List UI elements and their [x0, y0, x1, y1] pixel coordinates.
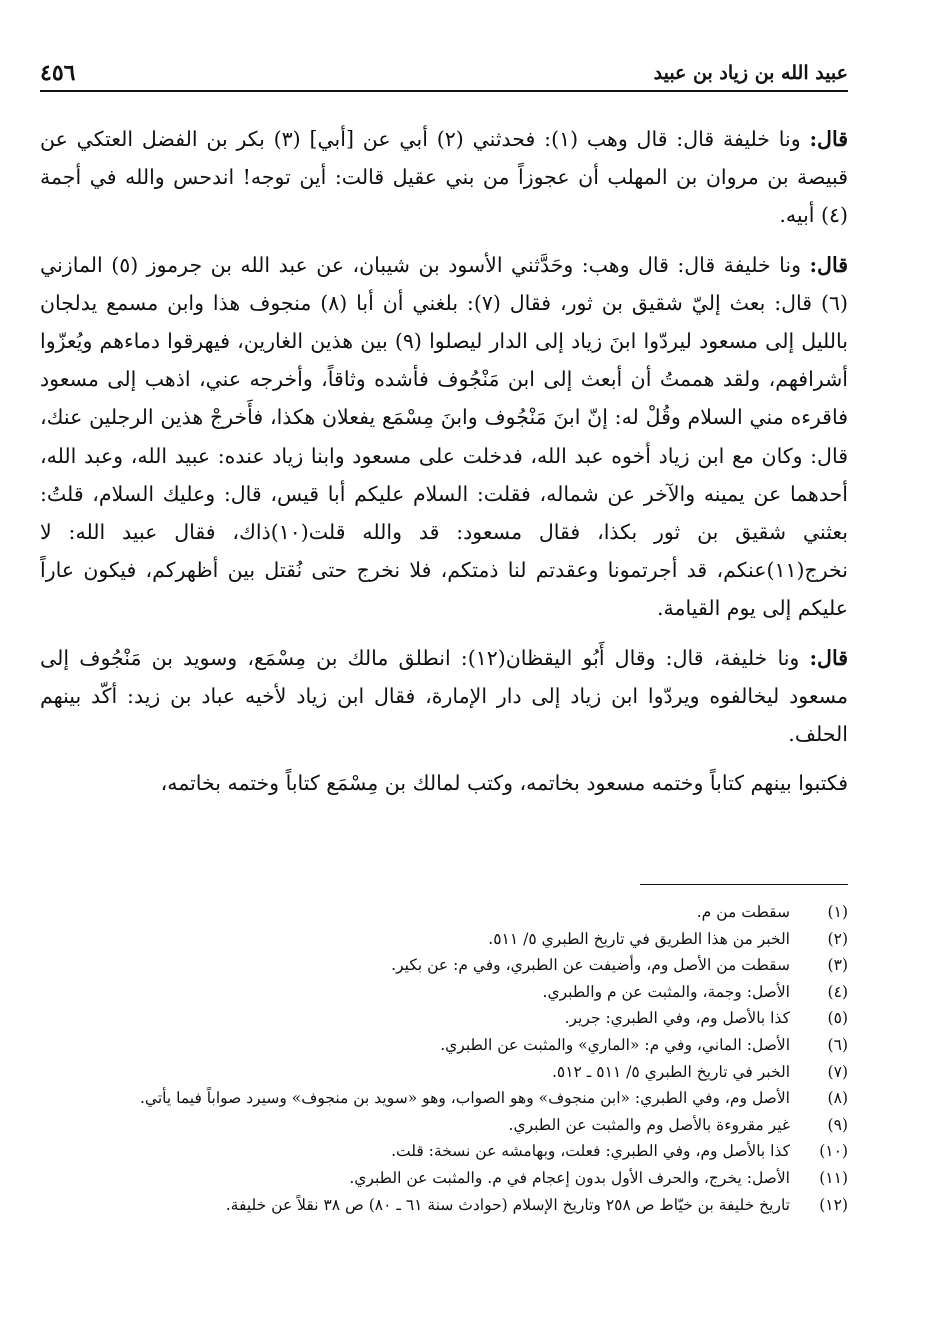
- paragraph: [40, 246, 848, 628]
- footnote-text: سقطت من م.: [696, 903, 790, 921]
- footnote: [40, 1192, 848, 1219]
- footnote-number: (١٢): [819, 1195, 848, 1214]
- footnote: [40, 1138, 848, 1165]
- footnote: [40, 1085, 848, 1112]
- footnote: [40, 979, 848, 1006]
- footnote-text: الأصل: يخرج، والحرف الأول بدون إعجام في م. والمثبت عن الطبري.: [349, 1168, 790, 1187]
- footnote-text: الأصل وم، وفي الطبري: «ابن منجوف» وهو الصواب، وهو «سويد بن منجوف» وسيرد صواباً فيما يأتي.: [139, 1089, 790, 1108]
- footnote-number: (٧): [827, 1062, 848, 1081]
- footnote: [40, 1032, 848, 1059]
- paragraph-text: فكتبوا بينهم كتاباً وختمه مسعود بخاتمه، وكتب لمالك بن مِسْمَع كتاباً وختمه بخاتمه،: [160, 771, 848, 796]
- footnote-number: (٨): [827, 1089, 848, 1108]
- page-number: ٤٥٦: [40, 60, 76, 86]
- footnotes: [40, 899, 848, 1218]
- footnote-text: كذا بالأصل وم، وفي الطبري: فعلت، وبهامشه عن نسخة: قلت.: [391, 1142, 790, 1161]
- footnote-text: الخبر من هذا الطريق في تاريخ الطبري ٥/ ٥١١.: [488, 929, 790, 948]
- footnote-text: سقطت من الأصل وم، وأضيفت عن الطبري، وفي م: عن بكير.: [391, 956, 790, 975]
- footnote: [40, 1112, 848, 1139]
- footnote: [40, 1005, 848, 1032]
- footnote-number: (٤): [827, 982, 848, 1001]
- footnote-number: (٣): [827, 956, 848, 975]
- paragraph-lead: قال:: [809, 645, 848, 670]
- footnote-text: الخبر في تاريخ الطبري ٥/ ٥١١ ـ ٥١٢.: [551, 1062, 790, 1081]
- footnote: [40, 899, 848, 926]
- footnote-text: كذا بالأصل وم، وفي الطبري: جرير.: [564, 1009, 790, 1028]
- footnote-number: (١٠): [819, 1142, 848, 1161]
- paragraph-lead: قال:: [809, 252, 848, 277]
- running-title: عبيد الله بن زياد بن عبيد: [653, 62, 848, 84]
- paragraph-text: ونا خليفة قال: قال وهب (١): فحدثني (٢) أبي عن [أبي] (٣) بكر بن الفضل العتكي عن قبيصة بن مروان بن المهلب أن عجوزاً من بني عقيل قالت: أين توجه! اندحس والله في أجمة (٤) أبيه.: [40, 127, 848, 228]
- footnote: [40, 926, 848, 953]
- paragraph: [40, 764, 848, 802]
- paragraph-text: ونا خليفة قال: قال وهب: وحَدَّثني الأسود بن شيبان، عن عبد الله بن جرموز (٥) المازني (٦) قال: بعث إليّ شقيق بن ثور، فقال (٧): بلغني أن أبا (٨) منجوف هذا وابن مسمع يدلجان بالليل إلى مسعود ليردّوا ابنَ زياد إلى الدار ليصلوا (٩) بين هذين الغارين، فيهرقوا دماءهم ويُعزّوا أشرافهم، ولقد هممتُ أن أبعث إلى ابن مَنْجُوف فأشده وثاقاً، وأخرجه عني، اذهب إلى مسعود فاقرءه مني السلام وقُلْ له: إنّ ابنَ مَنْجُوف وابنَ مِسْمَع يفعلان هكذا، فأَخرجْ هذين الرجلين عنك، قال: وكان مع ابن زياد أخوه عبد الله، فدخلت على مسعود وابنا زياد عنده: عبيد الله، وعبد الله، أحدهما عن يمينه والآخر عن شماله، فقلت: السلام عليكم أبا قيس، قال: وعليك السلام، قلتُ: بعثني شقيق بن ثور بكذا، فقال مسعود: قد والله قلت(١٠)ذاك، فقال عبيد الله: لا نخرج(١١)عنكم، قد أجرتمونا وعقدتم لنا ذمتكم، فلا نخرج حتى نُقتل بين أظهركم، فيكون عاراً عليكم إلى يوم القيامة.: [40, 252, 848, 621]
- footnote-text: تاريخ خليفة بن خيّاط ص ٢٥٨ وتاريخ الإسلام (حوادث سنة ٦١ ـ ٨٠) ص ٣٨ نقلاً عن خليفة.: [225, 1195, 790, 1214]
- footnote-text: الأصل: وجمة، والمثبت عن م والطبري.: [542, 982, 790, 1001]
- footnote: [40, 1059, 848, 1086]
- footnote-number: (١): [827, 903, 848, 921]
- footnote-number: (١١): [819, 1168, 848, 1187]
- paragraph-lead: قال:: [809, 127, 848, 151]
- page-header: [40, 58, 848, 92]
- footnote-number: (٦): [827, 1035, 848, 1054]
- footnote: [40, 952, 848, 979]
- footnote-text: الأصل: الماني، وفي م: «الماري» والمثبت عن الطبري.: [440, 1035, 790, 1054]
- footnote-number: (٢): [827, 929, 848, 948]
- footnote-divider: [640, 884, 848, 885]
- paragraph: [40, 120, 848, 235]
- footnote-text: غير مقروءة بالأصل وم والمثبت عن الطبري.: [508, 1115, 790, 1134]
- main-text: [40, 120, 848, 813]
- paragraph: [40, 639, 848, 754]
- paragraph-text: ونا خليفة، قال: وقال أَبُو اليقظان(١٢): انطلق مالك بن مِسْمَع، وسويد بن مَنْجُوف إلى مسعود ليخالفوه ويردّوا ابن زياد إلى دار الإمارة، فقال ابن زياد لأخيه عباد بن زيد: أكّد بينهم الحلف.: [40, 645, 848, 747]
- footnote: [40, 1165, 848, 1192]
- footnote-number: (٩): [827, 1115, 848, 1134]
- footnote-number: (٥): [827, 1009, 848, 1028]
